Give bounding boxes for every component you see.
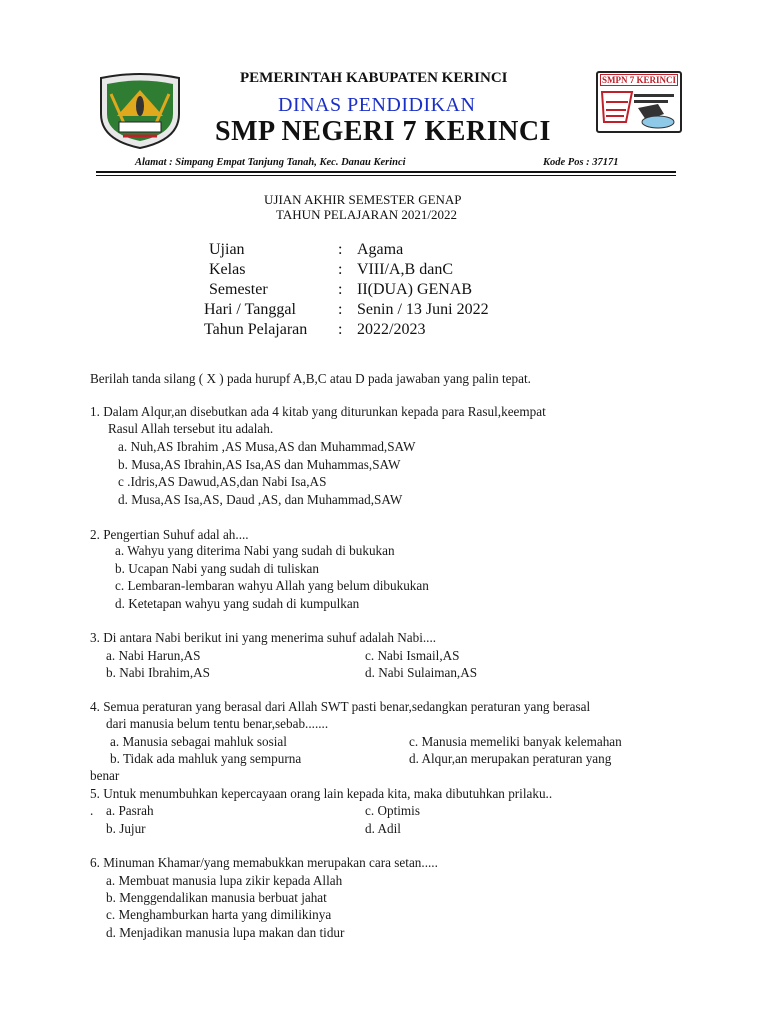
answer-option-d[interactable]: d. Menjadikan manusia lupa makan dan tidur [106, 925, 345, 940]
info-value-year: 2022/2023 [357, 321, 426, 338]
answer-option-d[interactable]: d. Alqur,an merupakan peraturan yang [409, 751, 612, 766]
school-logo [596, 71, 682, 133]
answer-option-d[interactable]: d. Adil [365, 821, 401, 836]
answer-option-c[interactable]: c. Menghamburkan harta yang dimilikinya [106, 907, 332, 922]
info-separator: : [338, 241, 343, 258]
header-divider-thin [96, 175, 676, 176]
answer-option-d-continued: benar [90, 768, 120, 783]
answer-option-d[interactable]: d. Musa,AS Isa,AS, Daud ,AS, dan Muhammad,SAW [118, 492, 403, 507]
info-value-kelas: VIII/A,B danC [357, 261, 453, 278]
answer-option-c[interactable]: c. Optimis [365, 803, 420, 818]
info-separator: : [338, 281, 343, 298]
info-separator: : [338, 261, 343, 278]
question-text: 1. Dalam Alqur,an disebutkan ada 4 kitab yang diturunkan kepada para Rasul,keempat [90, 404, 546, 419]
answer-option-b[interactable]: b. Nabi Ibrahim,AS [106, 665, 211, 680]
question-text-continued: dari manusia belum tentu benar,sebab....... [106, 716, 329, 731]
answer-option-b[interactable]: b. Tidak ada mahluk yang sempurna [110, 751, 302, 766]
answer-option-c[interactable]: c. Manusia memeliki banyak kelemahan [409, 734, 622, 749]
answer-option-a[interactable]: a. Pasrah [106, 803, 154, 818]
answer-option-b[interactable]: b. Menggendalikan manusia berbuat jahat [106, 890, 327, 905]
answer-option-a[interactable]: a. Nabi Harun,AS [106, 648, 201, 663]
question-text: 4. Semua peraturan yang berasal dari Allah SWT pasti benar,sedangkan peraturan yang berasal [90, 699, 591, 714]
answer-option-a[interactable]: a. Nuh,AS Ibrahim ,AS Musa,AS dan Muhammad,SAW [118, 439, 416, 454]
regency-emblem-logo [97, 72, 183, 150]
answer-option-b[interactable]: b. Musa,AS Ibrahin,AS Isa,AS dan Muhammas,SAW [118, 457, 401, 472]
answer-option-c[interactable]: c .Idris,AS Dawud,AS,dan Nabi Isa,AS [118, 474, 327, 489]
answer-option-c[interactable]: c. Nabi Ismail,AS [365, 648, 460, 663]
info-separator: : [338, 301, 343, 318]
answer-option-a[interactable]: a. Membuat manusia lupa zikir kepada Allah [106, 873, 343, 888]
school-name-heading: SMP NEGERI 7 KERINCI [215, 116, 551, 147]
stray-dot: . [90, 803, 94, 818]
info-label-date: Hari / Tanggal [204, 301, 296, 318]
answer-option-b[interactable]: b. Ucapan Nabi yang sudah di tuliskan [115, 561, 319, 576]
header-divider-thick [96, 171, 676, 173]
department-heading: DINAS PENDIDIKAN [278, 94, 476, 116]
info-separator: : [338, 321, 343, 338]
government-heading: PEMERINTAH KABUPATEN KERINCI [240, 70, 508, 86]
answer-option-c[interactable]: c. Lembaran-lembaran wahyu Allah yang belum dibukukan [115, 578, 429, 593]
question-text: 3. Di antara Nabi berikut ini yang menerima suhuf adalah Nabi.... [90, 630, 437, 645]
instruction-text: Berilah tanda silang ( X ) pada hurupf A,B,C atau D pada jawaban yang palin tepat. [90, 371, 531, 386]
question-text: 2. Pengertian Suhuf adal ah.... [90, 527, 249, 542]
answer-option-d[interactable]: d. Ketetapan wahyu yang sudah di kumpulkan [115, 596, 360, 611]
info-label-kelas: Kelas [209, 261, 246, 278]
school-logo-text: SMPN 7 KERINCI [601, 75, 676, 85]
answer-option-a[interactable]: a. Manusia sebagai mahluk sosial [110, 734, 287, 749]
answer-option-a[interactable]: a. Wahyu yang diterima Nabi yang sudah di bukukan [115, 543, 395, 558]
exam-title: UJIAN AKHIR SEMESTER GENAP [264, 192, 462, 207]
answer-option-b[interactable]: b. Jujur [106, 821, 146, 836]
question-text: 5. Untuk menumbuhkan kepercayaan orang lain kepada kita, maka dibutuhkan prilaku.. [90, 786, 553, 801]
question-text: 6. Minuman Khamar/yang memabukkan merupakan cara setan..... [90, 855, 438, 870]
info-label-year: Tahun Pelajaran [204, 321, 308, 338]
info-value-semester: II(DUA) GENAB [357, 281, 473, 298]
school-address: Alamat : Simpang Empat Tanjung Tanah, Kec. Danau Kerinci [135, 157, 406, 168]
info-label-semester: Semester [209, 281, 268, 298]
postal-code: Kode Pos : 37171 [543, 157, 619, 168]
info-value-date: Senin / 13 Juni 2022 [357, 301, 489, 318]
info-value-ujian: Agama [357, 241, 404, 258]
answer-option-d[interactable]: d. Nabi Sulaiman,AS [365, 665, 478, 680]
exam-year-title: TAHUN PELAJARAN 2021/2022 [276, 207, 457, 222]
info-label-ujian: Ujian [209, 241, 245, 258]
question-text-continued: Rasul Allah tersebut itu adalah. [108, 421, 274, 436]
